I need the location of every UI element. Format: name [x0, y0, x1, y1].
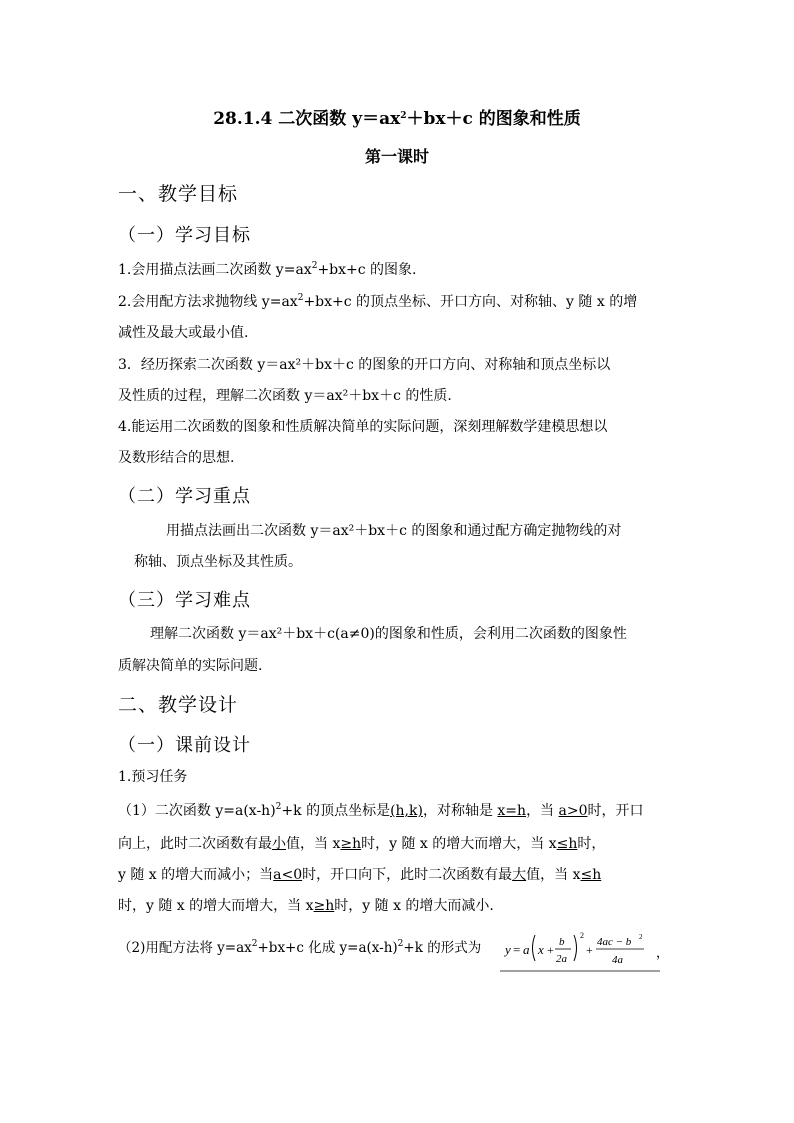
- goal-4-line-1: 4.能运用二次函数的图象和性质解决简单的实际问题，深刻理解数学建模思想以: [118, 419, 608, 435]
- answer-a-negative: a<0: [273, 867, 303, 883]
- answer-max: 大: [512, 867, 527, 883]
- goal-4-line-2: 及数形结合的思想.: [118, 450, 235, 466]
- question-1-line-2: 向上，此时二次函数有最小值，当 x≥h时，y 随 x 的增大而增大，当 x≤h时，: [118, 836, 606, 852]
- formula-numerator: 4ac − b: [597, 936, 632, 948]
- answer-axis: x=h: [497, 803, 527, 819]
- preview-task-heading: 1.预习任务: [118, 769, 188, 785]
- answer-a-positive: a>0: [558, 803, 588, 819]
- section-heading-1: 一、教学目标: [118, 183, 239, 205]
- formula-right-paren: [574, 935, 577, 961]
- goal-3-line-2: 及性质的过程，理解二次函数 y＝ax²＋bx＋c 的性质.: [118, 388, 452, 404]
- formula-x: x: [538, 942, 544, 957]
- difficulties-line-1: 理解二次函数 y＝ax²＋bx＋c(a≠0)的图象和性质，会利用二次函数的图象性: [150, 626, 627, 642]
- subsection-heading-goals: （一）学习目标: [118, 225, 251, 246]
- section-heading-2: 二、教学设计: [118, 694, 239, 716]
- answer-vertex: (h,k): [390, 803, 423, 819]
- formula-y: y: [505, 942, 511, 957]
- subsection-heading-key-points: （二）学习重点: [118, 486, 251, 507]
- page-subtitle: 第一课时: [364, 147, 429, 166]
- formula-a: a: [523, 942, 530, 957]
- difficulties-line-2: 质解决简单的实际问题.: [118, 658, 263, 674]
- answer-ge-h-2: ≥h: [313, 898, 335, 914]
- key-points-line-2: 称轴、顶点坐标及其性质。: [134, 554, 302, 570]
- question-1-line-3: y 随 x 的增大而减小；当a<0时，开口向下，此时二次函数有最大值，当 x≤h: [118, 867, 602, 883]
- formula-trailing-comma: ，: [656, 945, 670, 960]
- answer-ge-h-1: ≥h: [340, 836, 362, 852]
- goal-1: 1.会用描点法画二次函数 $y=ax^2+bx+c$ 的图象.: [118, 261, 417, 278]
- question-1-line-4: 时，y 随 x 的增大而增大，当 x≥h时，y 随 x 的增大而减小.: [118, 898, 494, 914]
- goal-2-line-2: 减性及最大或最小值.: [118, 325, 249, 341]
- goal-3-line-1: 3．经历探索二次函数 y＝ax²＋bx＋c 的图象的开口方向、对称轴和顶点坐标以: [118, 357, 611, 373]
- formula-numerator-square: 2: [639, 933, 643, 941]
- page-title: 28.1.4 二次函数 $y=ax^2+bx+c$ 的图象和性质: [213, 109, 581, 129]
- formula-b: b: [559, 936, 565, 948]
- formula-4a: 4a: [612, 954, 623, 966]
- formula-plus-2: +: [586, 943, 593, 957]
- question-2-text: （2)用配方法将 $y=ax^2+bx+c$ 化成 $y=a(x-h)^2+k$ 的形式为: [118, 939, 482, 956]
- vertex-form-formula: [498, 927, 670, 973]
- formula-2a: 2a: [556, 953, 567, 965]
- formula-plus-1: +: [547, 943, 554, 957]
- formula-left-paren: [533, 935, 536, 961]
- question-1-line-1: （1）二次函数 $y=a(x-h)^2+k$ 的顶点坐标是(h,k)，对称轴是 x=h，当 a>0时，开口: [118, 802, 644, 819]
- subsection-heading-preclass: （一）课前设计: [118, 735, 251, 756]
- answer-le-h-2: ≤h: [580, 867, 602, 883]
- goal-2-line-1: 2.会用配方法求抛物线 $y=ax^2+bx+c$ 的顶点坐标、开口方向、对称轴、y 随 x 的增: [118, 293, 638, 310]
- formula-square: 2: [580, 931, 584, 940]
- key-points-line-1: 用描点法画出二次函数 y＝ax²＋bx＋c 的图象和通过配方确定抛物线的对: [166, 523, 622, 539]
- answer-le-h-1: ≤h: [556, 836, 578, 852]
- formula-equals: =: [513, 942, 521, 957]
- answer-min: 小: [272, 836, 286, 852]
- subsection-heading-difficulties: （三）学习难点: [118, 590, 251, 611]
